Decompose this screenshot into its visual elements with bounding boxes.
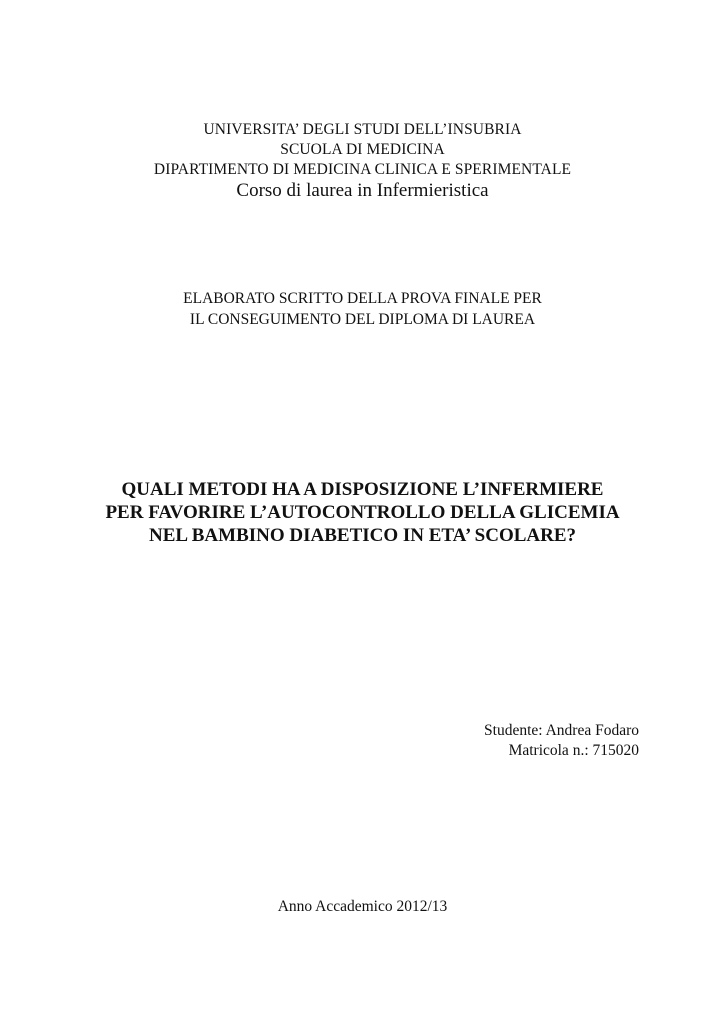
- thesis-title-line-3: NEL BAMBINO DIABETICO IN ETA’ SCOLARE?: [148, 525, 577, 546]
- university-name: UNIVERSITA’ DEGLI STUDI DELL’INSUBRIA: [203, 121, 522, 138]
- department-name: DIPARTIMENTO DI MEDICINA CLINICA E SPERIMENTALE: [153, 161, 572, 178]
- subtitle-line-1: ELABORATO SCRITTO DELLA PROVA FINALE PER: [183, 290, 542, 307]
- student-name: Studente: Andrea Fodaro: [484, 722, 639, 739]
- student-matricola: Matricola n.: 715020: [508, 742, 639, 759]
- school-name: SCUOLA DI MEDICINA: [280, 141, 445, 158]
- course-name: Corso di laurea in Infermieristica: [236, 180, 489, 201]
- subtitle-line-2: IL CONSEGUIMENTO DEL DIPLOMA DI LAUREA: [189, 311, 536, 328]
- thesis-title-line-1: QUALI METODI HA A DISPOSIZIONE L’INFERMIERE: [121, 479, 604, 500]
- thesis-title-line-2: PER FAVORIRE L’AUTOCONTROLLO DELLA GLICEMIA: [105, 502, 620, 523]
- academic-year: Anno Accademico 2012/13: [277, 898, 448, 915]
